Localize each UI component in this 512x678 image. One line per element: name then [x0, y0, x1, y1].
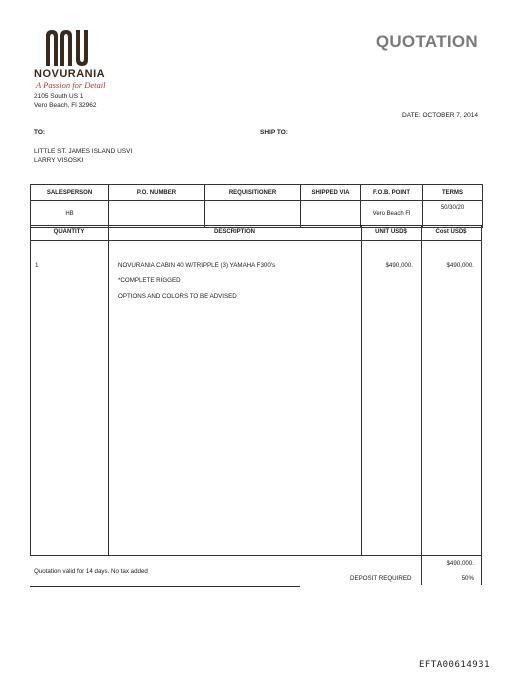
ship-to-label: SHIP TO: — [260, 129, 288, 136]
quotation-validity-note: Quotation valid for 14 days. No tax added — [34, 568, 148, 575]
company-tagline: A Passion for Detail — [36, 80, 106, 90]
requisitioner-value — [205, 201, 301, 228]
quantity-header: QUANTITY — [53, 229, 85, 235]
fob-point-header: F.O.B. POINT — [361, 185, 423, 201]
order-info-table — [30, 184, 483, 228]
company-name: NOVURANIA — [34, 68, 106, 80]
deposit-value: 50% — [461, 575, 474, 582]
unit-price-header: UNIT USD$ — [375, 229, 407, 235]
shipped-via-header: SHIPPED VIA — [301, 185, 361, 201]
recipient-line2: LARRY VISOSKI — [34, 157, 84, 164]
company-address-line1: 2105 South US 1 — [34, 93, 84, 100]
recipient-line1: LITTLE ST. JAMES ISLAND USVI — [34, 148, 133, 155]
fob-point-value: Vero Beach Fl — [361, 201, 423, 228]
company-address-line2: Vero Beach, Fl 32962 — [34, 102, 97, 109]
terms-value: 50/30/20 — [423, 201, 483, 228]
total-value: $490,000. — [446, 560, 474, 567]
po-number-value — [109, 201, 205, 228]
document-title: QUOTATION — [375, 32, 478, 51]
item-cost: $490,000. — [446, 262, 474, 269]
item-description-line1: NOVURANIA CABIN 40 W/TRIPPLE (3) YAMAHA F300's — [118, 262, 276, 269]
item-quantity: 1 — [35, 262, 39, 269]
salesperson-value: HB — [31, 201, 109, 228]
requisitioner-header: REQUISITIONER — [205, 185, 301, 201]
salesperson-header: SALESPERSON — [31, 185, 109, 201]
cost-header: Cost USD$ — [435, 229, 467, 235]
item-description-line2: *COMPLETE RIGGED — [118, 277, 181, 284]
description-header: DESCRIPTION — [213, 229, 255, 235]
to-label: TO: — [34, 129, 46, 136]
order-info-header-row — [31, 185, 483, 201]
document-date: DATE: OCTOBER 7, 2014 — [402, 112, 478, 119]
item-description-line3: OPTIONS AND COLORS TO BE ADVISED — [118, 293, 237, 300]
order-info-value-row — [31, 201, 483, 228]
novurania-logo-icon — [44, 30, 90, 66]
item-unit-price: $490,000. — [385, 262, 413, 269]
document-id: EFTA00614931 — [418, 660, 490, 670]
po-number-header: P.O. NUMBER — [109, 185, 205, 201]
shipped-via-value — [301, 201, 361, 228]
terms-header: TERMS — [423, 185, 483, 201]
deposit-label: DEPOSIT REQUIRED — [350, 575, 412, 582]
